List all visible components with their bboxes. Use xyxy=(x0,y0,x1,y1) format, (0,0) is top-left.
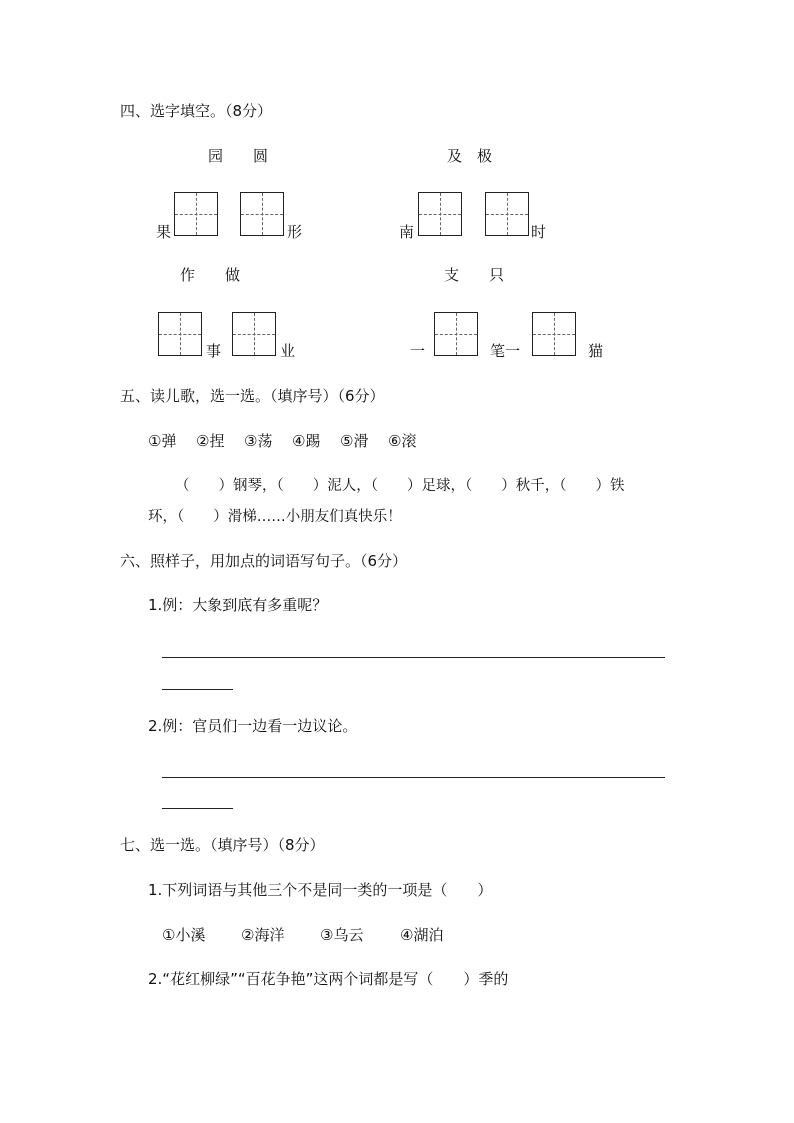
section5-option: ⑥滚 xyxy=(388,432,417,450)
section7-q1: 1.下列词语与其他三个不是同一类的一项是（ ） xyxy=(148,881,493,899)
writing-box[interactable] xyxy=(434,312,478,356)
writing-box[interactable] xyxy=(418,192,462,236)
group3-label-b: 业 xyxy=(280,342,296,360)
group3-label-a: 事 xyxy=(206,342,222,360)
section5-option: ③荡 xyxy=(244,432,273,450)
section7-title: 七、选一选。（填序号）（8分） xyxy=(120,836,325,854)
section5-title: 五、读儿歌，选一选。（填序号）（6分） xyxy=(120,387,385,405)
writing-box[interactable] xyxy=(532,312,576,356)
writing-box[interactable] xyxy=(485,192,529,236)
section4-title: 四、选字填空。（8分） xyxy=(120,102,273,120)
answer-line[interactable] xyxy=(162,777,665,778)
section6-q2: 2.例：官员们一边看一边议论。 xyxy=(148,717,358,735)
writing-box[interactable] xyxy=(174,192,218,236)
answer-line[interactable] xyxy=(162,808,233,809)
section5-line2: 环，（ ）滑梯……小朋友们真快乐！ xyxy=(148,509,402,525)
section7-q2: 2.“花红柳绿”“百花争艳”这两个词都是写（ ）季的 xyxy=(148,970,509,988)
section6-q1: 1.例：大象到底有多重呢？ xyxy=(148,596,328,614)
section5-option: ②捏 xyxy=(196,432,225,450)
group4-label-b: 笔一 xyxy=(490,342,521,360)
section5-option: ①弹 xyxy=(148,432,177,450)
section5-option: ④踢 xyxy=(292,432,321,450)
group2-left-label: 南 xyxy=(399,223,415,241)
group4-label-c: 猫 xyxy=(588,342,604,360)
group2-right-label: 时 xyxy=(531,223,547,241)
section5-line1: （ ）钢琴，（ ）泥人，（ ）足球，（ ）秋千，（ ）铁 xyxy=(175,478,625,494)
group1-left-label: 果 xyxy=(156,223,172,241)
group2-choices: 及 极 xyxy=(447,147,493,165)
section5-option: ⑤滑 xyxy=(340,432,369,450)
writing-box[interactable] xyxy=(158,312,202,356)
writing-box[interactable] xyxy=(232,312,276,356)
group1-choices: 园 圆 xyxy=(208,147,269,165)
answer-line[interactable] xyxy=(162,689,233,690)
group4-choices: 支 只 xyxy=(444,266,505,284)
group3-choices: 作 做 xyxy=(180,266,241,284)
answer-line[interactable] xyxy=(162,657,665,658)
writing-box[interactable] xyxy=(240,192,284,236)
group4-label-a: 一 xyxy=(410,342,426,360)
section7-q1-option: ①小溪 xyxy=(162,926,206,944)
section6-title: 六、照样子，用加点的词语写句子。（6分） xyxy=(120,552,408,570)
section7-q1-option: ②海洋 xyxy=(241,926,285,944)
section7-q1-option: ④湖泊 xyxy=(400,926,444,944)
section7-q1-option: ③乌云 xyxy=(320,926,364,944)
group1-right-label: 形 xyxy=(287,223,303,241)
